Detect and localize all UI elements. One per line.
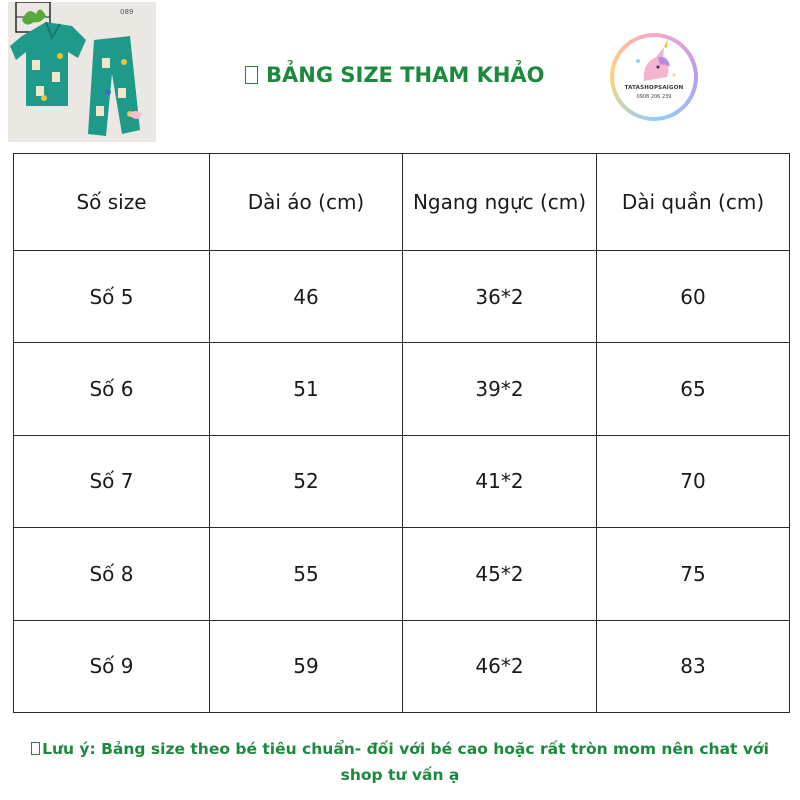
page-title-text: BẢNG SIZE THAM KHẢO [266, 63, 545, 87]
size-note [0, 736, 800, 788]
table-cell: Số 8 [14, 528, 210, 620]
table-cell: Số 9 [14, 620, 210, 712]
note-line-2: shop tư vấn ạ [340, 766, 460, 784]
shop-logo [610, 33, 698, 121]
table-cell: Số 6 [14, 343, 210, 435]
unicorn-icon [614, 37, 694, 117]
missing-glyph-icon [245, 66, 258, 84]
shop-phone: 0908 206 239 [636, 94, 672, 100]
table-row [14, 620, 790, 712]
missing-glyph-icon [31, 742, 40, 755]
table-cell: 51 [210, 343, 403, 435]
table-row [14, 251, 790, 343]
table-cell: 60 [597, 251, 790, 343]
table-row [14, 528, 790, 620]
table-cell: Số 5 [14, 251, 210, 343]
header-cell: Ngang ngực (cm) [403, 154, 597, 251]
table-cell: 46 [210, 251, 403, 343]
table-cell: 36*2 [403, 251, 597, 343]
page-title [245, 59, 565, 91]
header-cell: Dài quần (cm) [597, 154, 790, 251]
table-header-row [14, 154, 790, 251]
table-cell: 55 [210, 528, 403, 620]
table-cell: 70 [597, 435, 790, 527]
table-row [14, 343, 790, 435]
table-cell: 75 [597, 528, 790, 620]
product-photo [8, 2, 156, 142]
table-cell: 39*2 [403, 343, 597, 435]
header-cell: Số size [14, 154, 210, 251]
table-row [14, 435, 790, 527]
table-cell: Số 7 [14, 435, 210, 527]
size-table [13, 153, 790, 713]
header-cell: Dài áo (cm) [210, 154, 403, 251]
table-cell: 46*2 [403, 620, 597, 712]
product-sku: 089 [120, 8, 134, 16]
table-cell: 65 [597, 343, 790, 435]
table-cell: 83 [597, 620, 790, 712]
note-line-1: Lưu ý: Bảng size theo bé tiêu chuẩn- đối với bé cao hoặc rất tròn mom nên chat với [42, 740, 769, 758]
table-cell: 41*2 [403, 435, 597, 527]
table-cell: 59 [210, 620, 403, 712]
shop-name: TATASHOPSAIGON [624, 85, 684, 91]
table-cell: 52 [210, 435, 403, 527]
pajama-illustration [8, 2, 156, 142]
table-cell: 45*2 [403, 528, 597, 620]
